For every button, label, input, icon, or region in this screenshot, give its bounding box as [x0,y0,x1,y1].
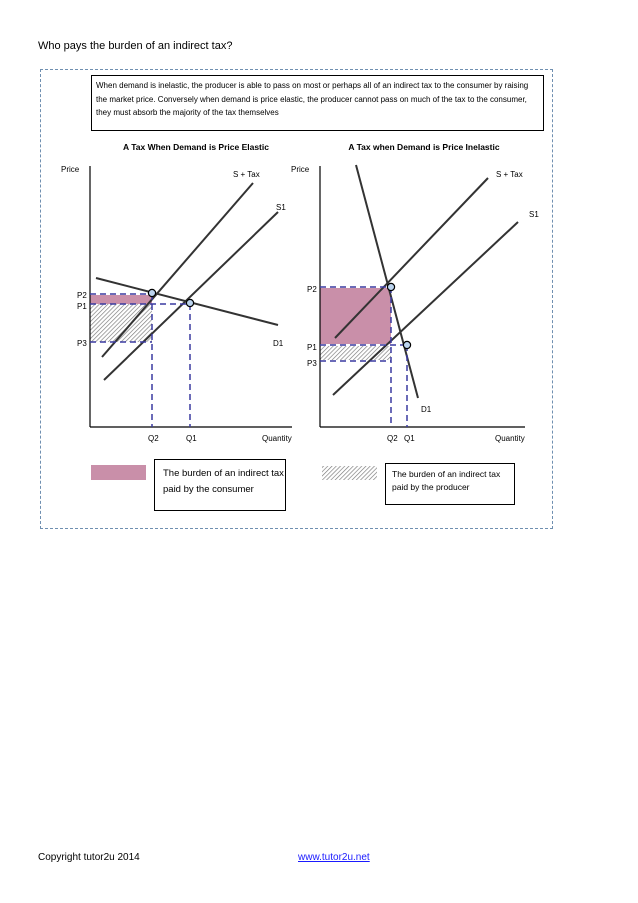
chart-elastic-supply-tax-label: S + Tax [233,170,260,179]
legend-consumer-text: The burden of an indirect tax paid by the consumer [163,468,284,495]
footer-copyright: Copyright tutor2u 2014 [38,852,140,863]
chart-elastic-x-label: Quantity [262,434,292,443]
chart-inelastic-y-label: Price [291,165,310,174]
chart-inelastic-q2-label: Q2 [387,434,398,443]
chart-inelastic-supply-tax-label: S + Tax [496,170,523,179]
chart-inelastic [291,142,539,443]
intro-text: When demand is inelastic, the producer is able to pass on most or perhaps all of an indirect tax to the consumer by raising the market price. Conversely when demand is price elastic, the producer cannot pass on much of the tax to the consumer, they must absorb the majority of the tax themselves [96,81,529,118]
chart-inelastic-producer-burden [320,346,391,360]
legend-producer-swatch [322,466,377,480]
chart-elastic-new-equilibrium [148,289,155,296]
legend-producer-text: The burden of an indirect tax paid by the producer [392,469,501,492]
chart-inelastic-q1-label: Q1 [404,434,415,443]
chart-elastic-y-label: Price [61,165,80,174]
chart-elastic-q2-label: Q2 [148,434,159,443]
chart-elastic-supply-tax-curve [102,183,253,357]
page-title: Who pays the burden of an indirect tax? [38,40,233,52]
chart-inelastic-supply-tax-curve [335,178,488,338]
chart-elastic [61,142,292,443]
chart-elastic-title: A Tax When Demand is Price Elastic [123,142,269,152]
chart-inelastic-x-label: Quantity [495,434,525,443]
chart-elastic-supply-label: S1 [276,203,286,212]
chart-inelastic-demand-curve [356,165,418,398]
chart-inelastic-original-equilibrium [403,341,410,348]
chart-elastic-p3-label: P3 [77,339,87,348]
chart-elastic-consumer-burden [90,295,152,304]
chart-elastic-q1-label: Q1 [186,434,197,443]
chart-inelastic-demand-label: D1 [421,405,432,414]
chart-inelastic-p1-label: P1 [307,343,317,352]
footer-link[interactable]: www.tutor2u.net [298,852,370,863]
chart-inelastic-title: A Tax when Demand is Price Inelastic [348,142,500,152]
legend-consumer-swatch [91,465,146,480]
chart-inelastic-p2-label: P2 [307,285,317,294]
chart-elastic-demand-label: D1 [273,339,284,348]
chart-elastic-p1-label: P1 [77,302,87,311]
chart-inelastic-supply-label: S1 [529,210,539,219]
chart-elastic-p2-label: P2 [77,291,87,300]
chart-inelastic-new-equilibrium [387,283,394,290]
chart-inelastic-p3-label: P3 [307,359,317,368]
chart-elastic-original-equilibrium [186,299,193,306]
